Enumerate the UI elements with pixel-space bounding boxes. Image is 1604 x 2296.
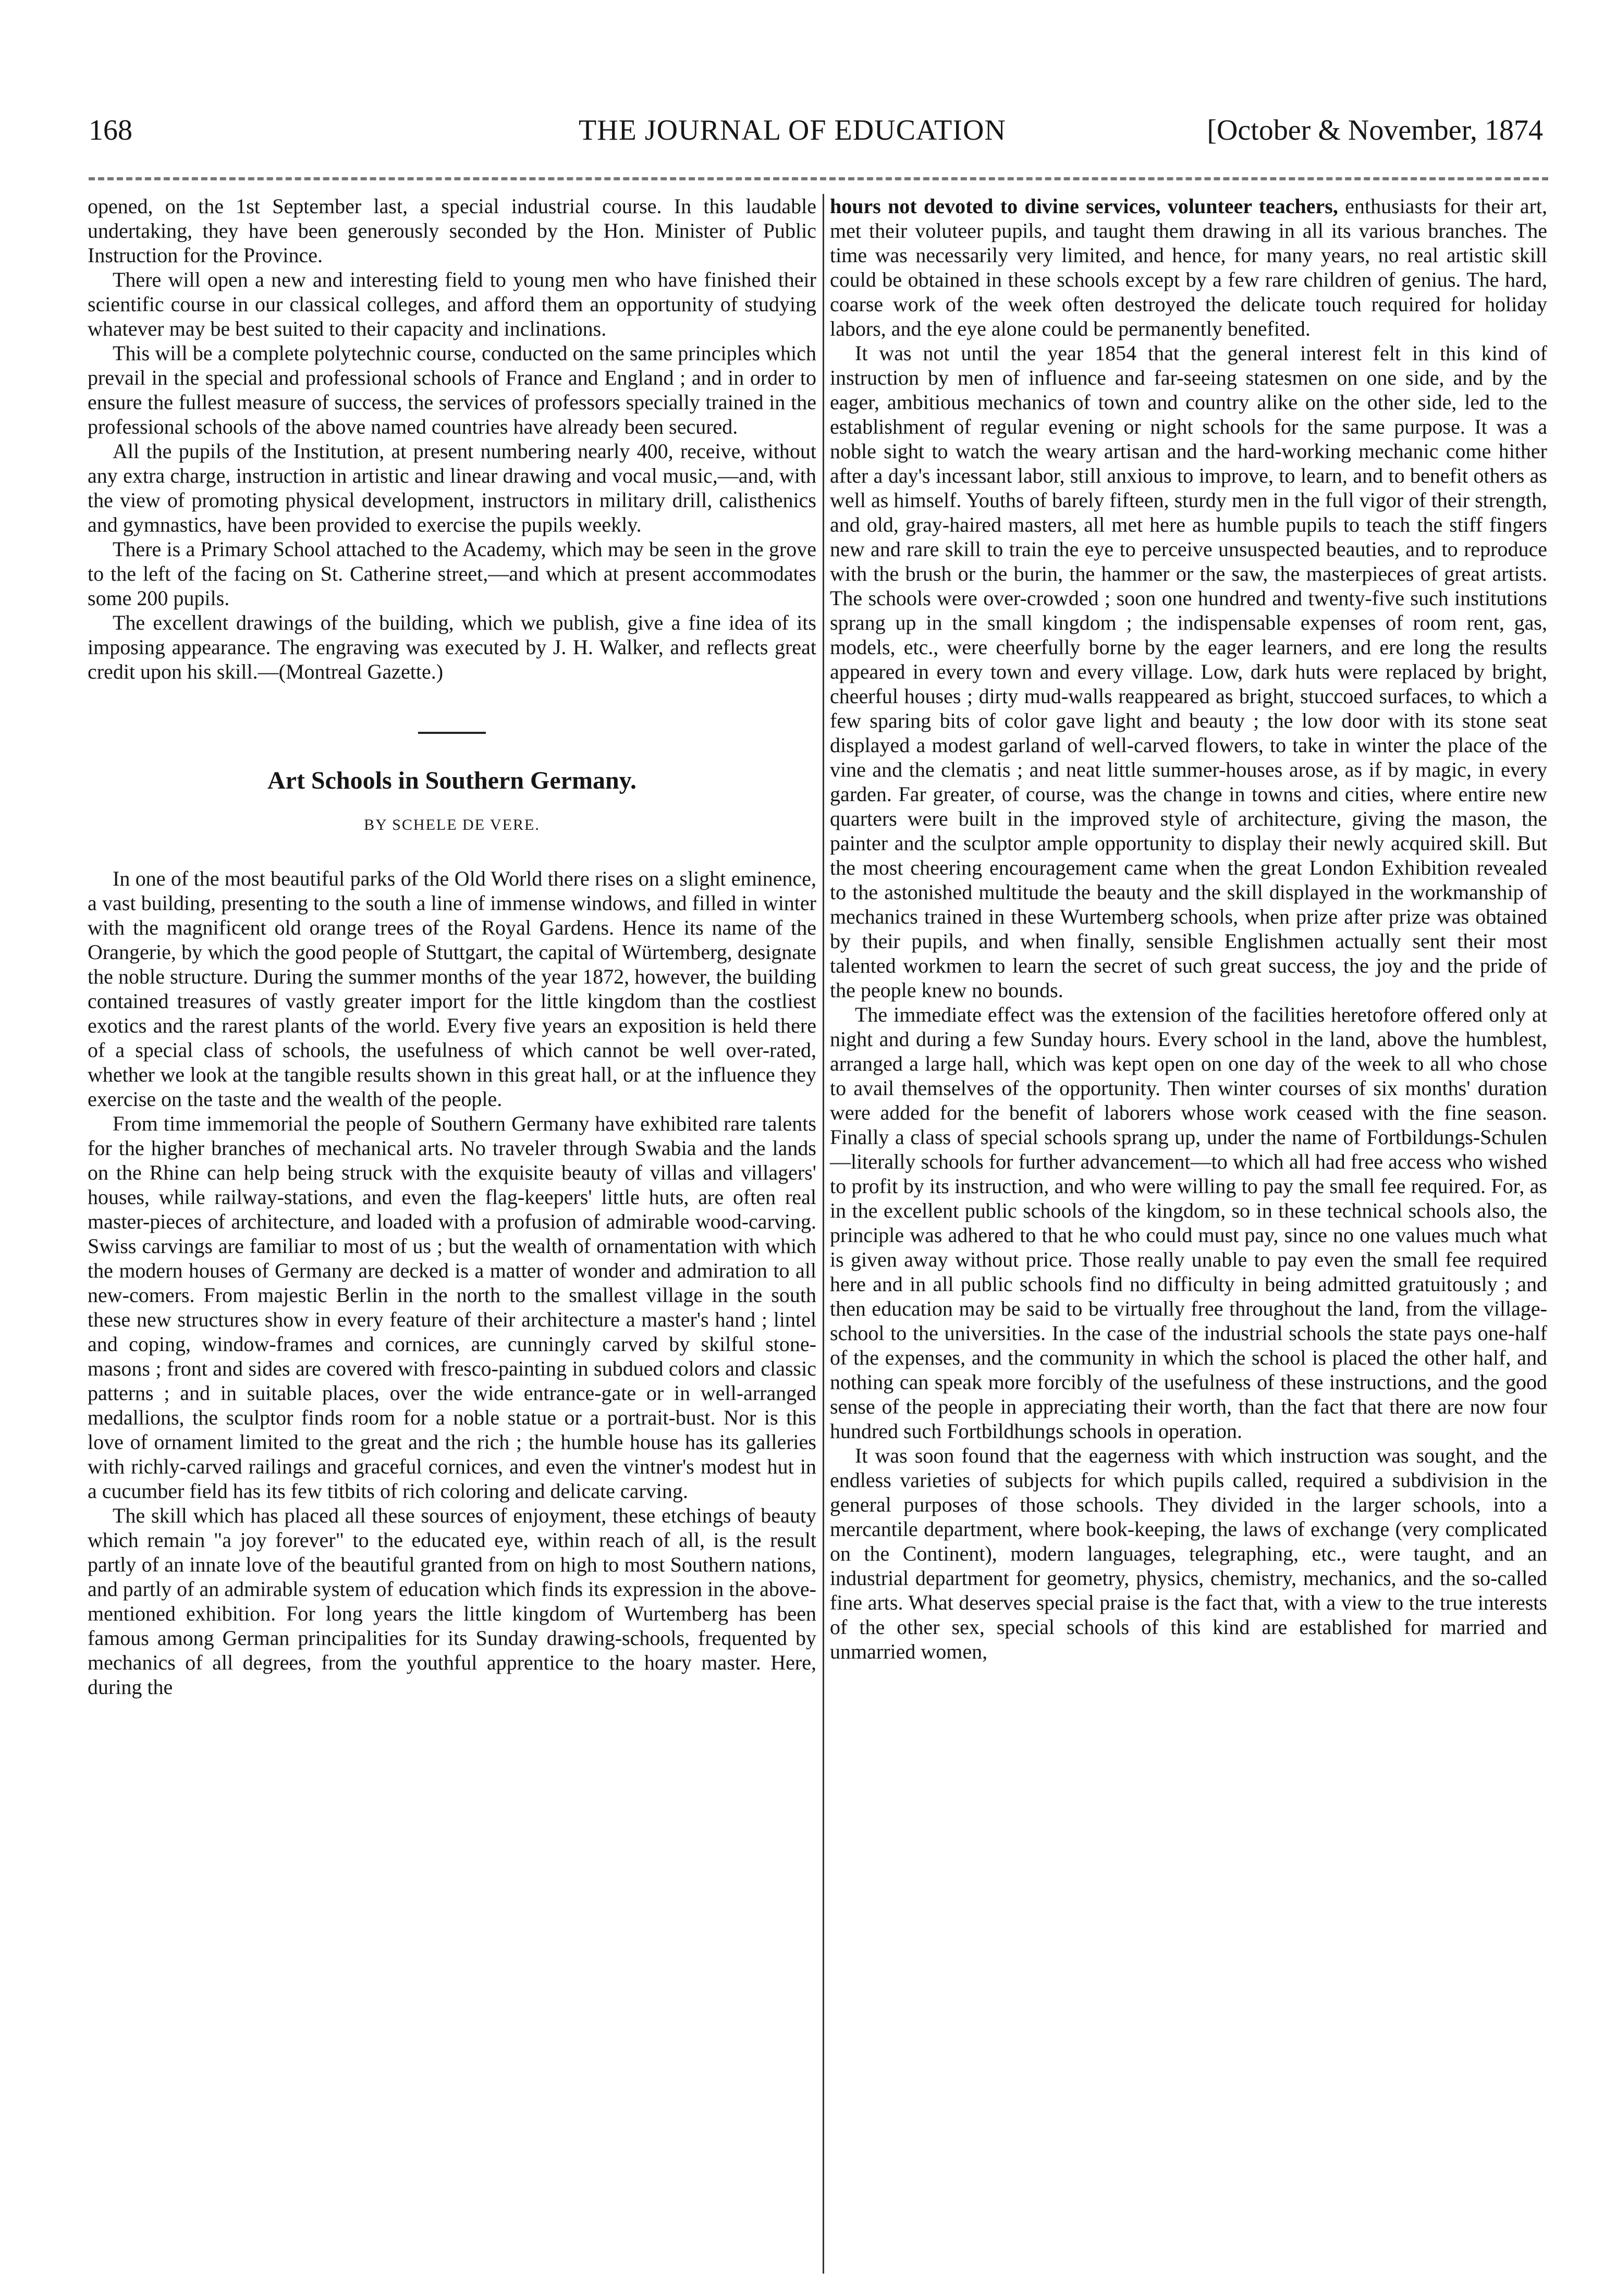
paragraph: It was soon found that the eagerness with which instruction was sought, and the endless varieties of subjects for which pupils called, required a subdivision in the general purposes of those schools. They divided in the larger schools, into a mercantile department, where book-keeping, the laws of exchange (very complicated on the Continent), modern languages, telegraphing, etc., were taught, and an industrial department for geometry, physics, chemistry, mechanics, and the so-called fine arts. What deserves special praise is the fact that, with a view to the true interests of the other sex, special schools of this kind are established for married and unmarried women, — [830, 1444, 1547, 1663]
paragraph: This will be a complete polytechnic course, conducted on the same principles which prevail in the special and professional schools of France and England ; and in order to ensure the fullest measure of success, the services of professors specially trained in the professional schools of the above named countries have already been secured. — [88, 341, 816, 438]
bold-lead-in: hours not devoted to divine services, volunteer teachers, — [830, 194, 1338, 218]
journal-title: THE JOURNAL OF EDUCATION — [579, 114, 1006, 146]
left-column — [88, 194, 816, 1699]
paragraph-text: enthusiasts for their art, met their voluteer pupils, and taught them drawing in all its various branches. The time was necessarily very limited, and hence, for many years, no real artistic skill could be obtained in these schools except by a few rare children of genius. The hard, coarse work of the week often destroyed the delicate touch required for holiday labors, and the eye alone could be permanently benefited. — [830, 194, 1547, 340]
paragraph: It was not until the year 1854 that the general interest felt in this kind of instruction by men of influence and far-seeing statesmen on one side, and by the eager, ambitious mechanics of town and country alike on the other side, led to the establishment of regular evening or night schools for the same purpose. It was a noble sight to watch the weary artisan and the hard-working mechanic come hither after a day's incessant labor, still anxious to improve, to learn, and to benefit others as well as himself. Youths of barely fifteen, sturdy men in the full vigor of their strength, and old, gray-haired masters, all met here as humble pupils to teach the stiff fingers new and rare skill to train the eye to perceive unsuspected beauties, and to reproduce with the brush or the burin, the hammer or the saw, the masterpieces of great artists. The schools were over-crowded ; soon one hundred and twenty-five such institutions sprang up in the small kingdom ; the indispensable expenses of room rent, gas, models, etc., were cheerfully borne by the eager learners, and ere long the results appeared in every town and every village. Low, dark huts were replaced by bright, cheerful houses ; dirty mud-walls reappeared as bright, stuccoed surfaces, to which a few sparing bits of color gave light and beauty ; the low door with its stone seat displayed a modest garland of well-carved flowers, to take in winter the place of the vine and the clematis ; and neat little summer-houses arose, as if by magic, in every garden. Far greater, of course, was the change in towns and cities, where entire new quarters were built in the improved style of architecture, giving the mason, the painter and the sculptor ample opportunity to display their newly acquired skill. But the most cheering encouragement came when the great London Exhibition revealed to the astonished multitude the beauty and the skill displayed in the workmanship of mechanics trained in these Wurtemberg schools, when prize after prize was obtained by their pupils, and when finally, sensible Englishmen actually sent their most talented workmen to learn the secret of such great success, the joy and the pride of the people knew no bounds. — [830, 341, 1547, 1002]
article-title: Art Schools in Southern Germany. — [267, 767, 637, 794]
section-separator — [418, 732, 486, 734]
paragraph: In one of the most beautiful parks of the Old World there rises on a slight eminence, a vast building, presenting to the south a line of immense windows, and filled in winter with the magnificent old orange trees of the Royal Gardens. Hence its name of the Orangerie, by which the good people of Stuttgart, the capital of Würtemberg, designate the noble structure. During the summer months of the year 1872, however, the building contained treasures of vastly greater import for the little kingdom than the costliest exotics and the rarest plants of the world. Every five years an exposition is held there of a special class of schools, the usefulness of which cannot be well over-rated, whether we look at the tangible results shown in this great hall, or at the influence they exercise on the taste and the wealth of the people. — [88, 867, 816, 1111]
running-header — [89, 112, 1543, 159]
header-rule — [89, 177, 1548, 180]
article-byline: BY SCHELE DE VERE. — [364, 816, 540, 833]
issue-date: [October & November, 1874 — [1207, 114, 1543, 146]
paragraph: opened, on the 1st September last, a special industrial course. In this laudable undertaking, they have been generously seconded by the Hon. Minister of Public Instruction for the Province. — [88, 194, 816, 267]
column-divider — [823, 194, 824, 2274]
paragraph: There will open a new and interesting field to young men who have finished their scientific course in our classical colleges, and afford them an opportunity of studying whatever may be best suited to their capacity and inclinations. — [88, 268, 816, 340]
page-number: 168 — [89, 114, 132, 146]
paragraph: From time immemorial the people of Southern Germany have exhibited rare talents for the higher branches of mechanical arts. No traveler through Swabia and the lands on the Rhine can help being struck with the exquisite beauty of villas and villagers' houses, while railway-stations, and even the flag-keepers' little huts, are often real master-pieces of architecture, and loaded with a profusion of admirable wood-carving. Swiss carvings are familiar to most of us ; but the wealth of ornamentation with which the modern houses of Germany are decked is a matter of wonder and admiration to all new-comers. From majestic Berlin in the north to the smallest village in the south these new structures show in every feature of their architecture a master's hand ; lintel and coping, window-frames and cornices, are cunningly carved by skilful stone-masons ; front and sides are covered with fresco-painting in subdued colors and classic patterns ; and in suitable places, over the wide entrance-gate or in well-arranged medallions, the sculptor finds room for a noble statue or a portrait-bust. Nor is this love of ornament limited to the great and the rich ; the humble house has its galleries with richly-carved railings and graceful cornices, and even the vintner's modest hut in a cucumber field has its few titbits of rich coloring and delicate carving. — [88, 1112, 816, 1503]
paragraph — [830, 194, 1547, 341]
paragraph: There is a Primary School attached to the Academy, which may be seen in the grove to the left of the facing on St. Catherine street,—and which at present accommodates some 200 pupils. — [88, 537, 816, 610]
right-column — [830, 194, 1547, 1664]
paragraph: The immediate effect was the extension of the facilities heretofore offered only at night and during a few Sunday hours. Every school in the land, above the humblest, arranged a large hall, which was kept open on one day of the week to all who chose to avail themselves of the opportunity. Then winter courses of six months' duration were added for the benefit of laborers whose work ceased with the fine season. Finally a class of special schools sprang up, under the name of Fortbildungs-Schulen—literally schools for further advancement—to which all had free access who wished to profit by its instruction, and who were willing to pay the small fee required. For, as in the excellent public schools of the kingdom, so in these technical schools also, the principle was adhered to that he who could must pay, since no one values much what is given away without price. Those really unable to pay even the small fee required here and in all public schools find no difficulty in being admitted gratuitously ; and then education may be said to be virtually free throughout the land, from the village-school to the universities. In the case of the industrial schools the state pays one-half of the expenses, and the community in which the school is placed the other half, and nothing can speak more forcibly of the usefulness of these instructions, and the good sense of the people in appreciating their worth, than the fact that there are now four hundred such Fortbildhungs schools in operation. — [830, 1003, 1547, 1443]
paragraph: The skill which has placed all these sources of enjoyment, these etchings of beauty which remain "a joy forever" to the educated eye, within reach of all, is the result partly of an innate love of the beautiful granted from on high to most Southern nations, and partly of an admirable system of education which finds its expression in the above-mentioned exhibition. For long years the little kingdom of Wurtemberg has been famous among German principalities for its Sunday drawing-schools, frequented by mechanics of all degrees, from the youthful apprentice to the hoary master. Here, during the — [88, 1504, 816, 1699]
paragraph: The excellent drawings of the building, which we publish, give a fine idea of its imposing appearance. The engraving was executed by J. H. Walker, and reflects great credit upon his skill.—(Montreal Gazette.) — [88, 611, 816, 683]
paragraph: All the pupils of the Institution, at present numbering nearly 400, receive, without any extra charge, instruction in artistic and linear drawing and vocal music,—and, with the view of promoting physical development, instructors in military drill, calisthenics and gymnastics, have been provided to exercise the pupils weekly. — [88, 439, 816, 536]
